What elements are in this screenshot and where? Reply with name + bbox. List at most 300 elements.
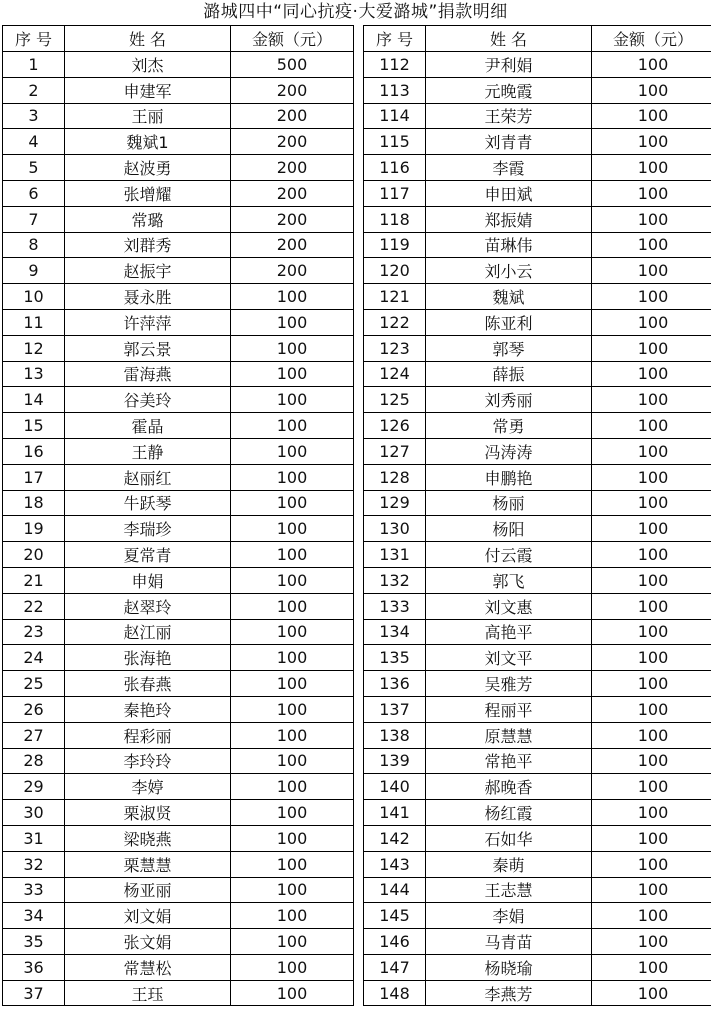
column-gap [354, 258, 364, 284]
row-amount-right: 100 [592, 800, 711, 826]
row-amount-left: 100 [231, 954, 354, 980]
table-row [3, 645, 711, 671]
column-gap [354, 232, 364, 258]
row-amount-right: 100 [592, 309, 711, 335]
row-no-right: 136 [364, 671, 426, 697]
row-no-left: 17 [3, 464, 65, 490]
row-no-left: 19 [3, 516, 65, 542]
row-no-right: 133 [364, 593, 426, 619]
row-name-right: 刘文平 [426, 645, 592, 671]
column-gap [354, 335, 364, 361]
row-no-right: 120 [364, 258, 426, 284]
row-no-left: 9 [3, 258, 65, 284]
column-gap [354, 980, 364, 1006]
table-row [3, 825, 711, 851]
row-amount-right: 100 [592, 413, 711, 439]
row-amount-left: 100 [231, 619, 354, 645]
row-amount-left: 100 [231, 284, 354, 310]
row-name-right: 程丽平 [426, 696, 592, 722]
row-name-left: 刘文娟 [65, 903, 231, 929]
row-no-right: 142 [364, 825, 426, 851]
row-name-left: 霍晶 [65, 413, 231, 439]
row-amount-right: 100 [592, 954, 711, 980]
row-no-left: 20 [3, 542, 65, 568]
row-name-left: 李瑞珍 [65, 516, 231, 542]
row-amount-left: 100 [231, 516, 354, 542]
row-name-left: 赵丽红 [65, 464, 231, 490]
row-amount-right: 100 [592, 980, 711, 1006]
row-amount-left: 100 [231, 361, 354, 387]
column-gap [354, 464, 364, 490]
column-gap [354, 800, 364, 826]
row-amount-left: 200 [231, 206, 354, 232]
row-no-right: 112 [364, 52, 426, 78]
row-no-right: 146 [364, 929, 426, 955]
row-name-right: 刘小云 [426, 258, 592, 284]
row-amount-right: 100 [592, 335, 711, 361]
row-no-left: 31 [3, 825, 65, 851]
row-no-right: 144 [364, 877, 426, 903]
row-name-right: 魏斌 [426, 284, 592, 310]
row-amount-left: 100 [231, 748, 354, 774]
row-amount-left: 200 [231, 180, 354, 206]
row-name-left: 张海艳 [65, 645, 231, 671]
row-no-right: 113 [364, 77, 426, 103]
row-no-left: 25 [3, 671, 65, 697]
row-no-right: 127 [364, 438, 426, 464]
row-name-left: 刘群秀 [65, 232, 231, 258]
row-no-left: 12 [3, 335, 65, 361]
row-amount-left: 100 [231, 645, 354, 671]
column-gap [354, 825, 364, 851]
row-name-left: 聂永胜 [65, 284, 231, 310]
row-no-right: 122 [364, 309, 426, 335]
row-name-right: 杨红霞 [426, 800, 592, 826]
row-no-right: 116 [364, 155, 426, 181]
table-row [3, 567, 711, 593]
row-amount-right: 100 [592, 180, 711, 206]
row-name-right: 申鹏艳 [426, 464, 592, 490]
row-amount-left: 100 [231, 542, 354, 568]
row-no-right: 134 [364, 619, 426, 645]
row-amount-right: 100 [592, 490, 711, 516]
row-amount-left: 100 [231, 335, 354, 361]
row-amount-right: 100 [592, 284, 711, 310]
row-name-right: 薛振 [426, 361, 592, 387]
column-gap [354, 929, 364, 955]
row-amount-left: 100 [231, 464, 354, 490]
row-no-left: 37 [3, 980, 65, 1006]
row-no-right: 114 [364, 103, 426, 129]
row-no-left: 16 [3, 438, 65, 464]
row-name-left: 申建军 [65, 77, 231, 103]
row-amount-right: 100 [592, 103, 711, 129]
table-row [3, 335, 711, 361]
table-row [3, 851, 711, 877]
row-name-left: 李婷 [65, 774, 231, 800]
row-name-right: 尹利娟 [426, 52, 592, 78]
column-gap [354, 129, 364, 155]
row-amount-right: 100 [592, 542, 711, 568]
table-row [3, 671, 711, 697]
row-name-left: 王静 [65, 438, 231, 464]
row-name-right: 郑振婧 [426, 206, 592, 232]
column-gap [354, 903, 364, 929]
row-amount-right: 100 [592, 232, 711, 258]
column-gap [354, 309, 364, 335]
header-amount-right: 金额（元） [592, 26, 711, 52]
column-gap [354, 77, 364, 103]
row-name-right: 杨丽 [426, 490, 592, 516]
row-name-left: 赵翠玲 [65, 593, 231, 619]
column-gap [354, 206, 364, 232]
row-amount-right: 100 [592, 722, 711, 748]
row-amount-left: 500 [231, 52, 354, 78]
row-no-left: 3 [3, 103, 65, 129]
row-no-left: 30 [3, 800, 65, 826]
row-name-left: 申娟 [65, 567, 231, 593]
column-gap [354, 774, 364, 800]
row-no-right: 119 [364, 232, 426, 258]
table-row [3, 980, 711, 1006]
column-gap [354, 542, 364, 568]
row-no-left: 5 [3, 155, 65, 181]
row-no-right: 128 [364, 464, 426, 490]
row-no-left: 34 [3, 903, 65, 929]
column-gap [354, 619, 364, 645]
row-no-left: 11 [3, 309, 65, 335]
row-amount-left: 200 [231, 232, 354, 258]
table-row [3, 206, 711, 232]
row-amount-left: 100 [231, 309, 354, 335]
row-name-right: 陈亚利 [426, 309, 592, 335]
table-row [3, 387, 711, 413]
row-no-right: 141 [364, 800, 426, 826]
row-name-right: 马青苗 [426, 929, 592, 955]
row-name-left: 郭云景 [65, 335, 231, 361]
row-no-left: 8 [3, 232, 65, 258]
row-amount-left: 100 [231, 438, 354, 464]
row-amount-right: 100 [592, 206, 711, 232]
row-no-left: 13 [3, 361, 65, 387]
row-no-left: 15 [3, 413, 65, 439]
row-amount-right: 100 [592, 903, 711, 929]
column-gap [354, 748, 364, 774]
row-amount-right: 100 [592, 774, 711, 800]
row-amount-left: 100 [231, 903, 354, 929]
row-amount-left: 100 [231, 696, 354, 722]
row-amount-left: 100 [231, 387, 354, 413]
row-name-left: 常慧松 [65, 954, 231, 980]
row-name-left: 雷海燕 [65, 361, 231, 387]
row-amount-right: 100 [592, 645, 711, 671]
table-row [3, 722, 711, 748]
row-no-left: 21 [3, 567, 65, 593]
row-no-right: 124 [364, 361, 426, 387]
row-name-right: 李霞 [426, 155, 592, 181]
row-amount-left: 200 [231, 77, 354, 103]
row-amount-right: 100 [592, 748, 711, 774]
row-amount-left: 200 [231, 129, 354, 155]
row-name-right: 杨晓瑜 [426, 954, 592, 980]
row-amount-left: 100 [231, 567, 354, 593]
header-row [3, 26, 711, 52]
row-name-left: 杨亚丽 [65, 877, 231, 903]
table-row [3, 258, 711, 284]
row-name-right: 王志慧 [426, 877, 592, 903]
row-no-left: 32 [3, 851, 65, 877]
row-name-left: 秦艳玲 [65, 696, 231, 722]
column-gap [354, 516, 364, 542]
row-name-right: 李娟 [426, 903, 592, 929]
row-amount-right: 100 [592, 825, 711, 851]
row-amount-right: 100 [592, 929, 711, 955]
row-name-left: 梁晓燕 [65, 825, 231, 851]
row-no-right: 117 [364, 180, 426, 206]
table-row [3, 748, 711, 774]
table-row [3, 903, 711, 929]
row-name-left: 张增耀 [65, 180, 231, 206]
column-gap [354, 490, 364, 516]
row-name-left: 张文娟 [65, 929, 231, 955]
table-row [3, 593, 711, 619]
row-amount-left: 100 [231, 851, 354, 877]
row-no-left: 23 [3, 619, 65, 645]
row-amount-right: 100 [592, 438, 711, 464]
row-amount-right: 100 [592, 567, 711, 593]
row-no-left: 7 [3, 206, 65, 232]
header-no-left: 序 号 [3, 26, 65, 52]
row-name-right: 郭飞 [426, 567, 592, 593]
table-row [3, 155, 711, 181]
row-name-left: 常璐 [65, 206, 231, 232]
row-name-right: 郭琴 [426, 335, 592, 361]
row-amount-right: 100 [592, 52, 711, 78]
column-gap [354, 722, 364, 748]
row-amount-left: 100 [231, 877, 354, 903]
row-name-right: 元晚霞 [426, 77, 592, 103]
row-no-left: 28 [3, 748, 65, 774]
row-name-left: 王丽 [65, 103, 231, 129]
row-amount-right: 100 [592, 77, 711, 103]
row-no-left: 2 [3, 77, 65, 103]
row-name-left: 栗慧慧 [65, 851, 231, 877]
row-name-right: 刘文惠 [426, 593, 592, 619]
row-amount-left: 100 [231, 490, 354, 516]
row-no-left: 29 [3, 774, 65, 800]
column-gap [354, 671, 364, 697]
row-no-right: 132 [364, 567, 426, 593]
row-no-right: 115 [364, 129, 426, 155]
row-no-right: 145 [364, 903, 426, 929]
row-name-right: 王荣芳 [426, 103, 592, 129]
row-no-right: 121 [364, 284, 426, 310]
column-gap [354, 284, 364, 310]
row-amount-right: 100 [592, 696, 711, 722]
row-amount-right: 100 [592, 129, 711, 155]
row-no-left: 1 [3, 52, 65, 78]
column-gap [354, 361, 364, 387]
row-name-left: 许萍萍 [65, 309, 231, 335]
column-gap [354, 851, 364, 877]
row-name-right: 刘秀丽 [426, 387, 592, 413]
row-amount-left: 100 [231, 774, 354, 800]
row-no-left: 14 [3, 387, 65, 413]
donation-table [2, 25, 711, 1006]
row-amount-right: 100 [592, 593, 711, 619]
row-amount-right: 100 [592, 361, 711, 387]
table-row [3, 877, 711, 903]
row-amount-left: 200 [231, 155, 354, 181]
column-gap [354, 567, 364, 593]
row-no-right: 125 [364, 387, 426, 413]
column-gap [354, 954, 364, 980]
table-row [3, 438, 711, 464]
row-name-left: 赵江丽 [65, 619, 231, 645]
row-amount-left: 100 [231, 929, 354, 955]
row-no-left: 36 [3, 954, 65, 980]
row-no-left: 4 [3, 129, 65, 155]
row-name-left: 赵振宇 [65, 258, 231, 284]
row-no-right: 135 [364, 645, 426, 671]
row-amount-right: 100 [592, 671, 711, 697]
table-row [3, 619, 711, 645]
row-amount-left: 200 [231, 103, 354, 129]
table-row [3, 129, 711, 155]
row-name-left: 张春燕 [65, 671, 231, 697]
row-no-right: 139 [364, 748, 426, 774]
row-amount-right: 100 [592, 258, 711, 284]
column-gap [354, 877, 364, 903]
column-gap [354, 103, 364, 129]
row-name-left: 栗淑贤 [65, 800, 231, 826]
row-name-left: 王珏 [65, 980, 231, 1006]
row-amount-right: 100 [592, 464, 711, 490]
row-no-right: 123 [364, 335, 426, 361]
row-amount-left: 100 [231, 980, 354, 1006]
table-row [3, 929, 711, 955]
row-name-left: 程彩丽 [65, 722, 231, 748]
row-name-right: 刘青青 [426, 129, 592, 155]
row-name-right: 石如华 [426, 825, 592, 851]
row-name-left: 谷美玲 [65, 387, 231, 413]
row-no-right: 126 [364, 413, 426, 439]
row-amount-left: 100 [231, 825, 354, 851]
row-name-right: 高艳平 [426, 619, 592, 645]
row-no-right: 118 [364, 206, 426, 232]
row-amount-right: 100 [592, 387, 711, 413]
row-amount-left: 200 [231, 258, 354, 284]
row-no-left: 18 [3, 490, 65, 516]
header-name-right: 姓 名 [426, 26, 592, 52]
header-name-left: 姓 名 [65, 26, 231, 52]
row-no-right: 148 [364, 980, 426, 1006]
row-name-left: 李玲玲 [65, 748, 231, 774]
table-row [3, 542, 711, 568]
column-gap [354, 52, 364, 78]
row-name-right: 付云霞 [426, 542, 592, 568]
table-row [3, 774, 711, 800]
row-no-right: 131 [364, 542, 426, 568]
column-gap [354, 438, 364, 464]
header-amount-left: 金额（元） [231, 26, 354, 52]
table-row [3, 309, 711, 335]
row-amount-right: 100 [592, 619, 711, 645]
row-name-right: 李燕芳 [426, 980, 592, 1006]
row-name-right: 常勇 [426, 413, 592, 439]
row-no-right: 147 [364, 954, 426, 980]
table-row [3, 284, 711, 310]
column-gap [354, 645, 364, 671]
row-amount-left: 100 [231, 413, 354, 439]
column-gap [354, 26, 364, 52]
column-gap [354, 387, 364, 413]
row-amount-left: 100 [231, 722, 354, 748]
row-amount-right: 100 [592, 516, 711, 542]
row-name-left: 魏斌1 [65, 129, 231, 155]
row-name-right: 申田斌 [426, 180, 592, 206]
row-name-left: 刘杰 [65, 52, 231, 78]
column-gap [354, 180, 364, 206]
table-row [3, 490, 711, 516]
row-no-left: 26 [3, 696, 65, 722]
row-amount-right: 100 [592, 877, 711, 903]
sheet-title: 潞城四中“同心抗疫·大爱潞城”捐款明细 [203, 2, 508, 22]
row-no-left: 33 [3, 877, 65, 903]
row-name-right: 吴雅芳 [426, 671, 592, 697]
row-amount-left: 100 [231, 800, 354, 826]
table-row [3, 464, 711, 490]
row-name-right: 原慧慧 [426, 722, 592, 748]
column-gap [354, 155, 364, 181]
row-name-right: 苗琳伟 [426, 232, 592, 258]
row-name-right: 杨阳 [426, 516, 592, 542]
table-row [3, 232, 711, 258]
row-no-left: 24 [3, 645, 65, 671]
row-name-left: 赵波勇 [65, 155, 231, 181]
header-no-right: 序 号 [364, 26, 426, 52]
row-no-right: 130 [364, 516, 426, 542]
row-no-left: 10 [3, 284, 65, 310]
row-no-right: 140 [364, 774, 426, 800]
table-row [3, 696, 711, 722]
table-row [3, 954, 711, 980]
table-row [3, 800, 711, 826]
table-row [3, 413, 711, 439]
row-name-right: 常艳平 [426, 748, 592, 774]
table-row [3, 77, 711, 103]
column-gap [354, 593, 364, 619]
table-row [3, 52, 711, 78]
row-no-left: 35 [3, 929, 65, 955]
table-row [3, 180, 711, 206]
row-name-right: 秦萌 [426, 851, 592, 877]
row-amount-left: 100 [231, 593, 354, 619]
column-gap [354, 413, 364, 439]
row-name-left: 夏常青 [65, 542, 231, 568]
row-no-left: 22 [3, 593, 65, 619]
row-name-right: 郝晚香 [426, 774, 592, 800]
row-no-right: 137 [364, 696, 426, 722]
table-row [3, 516, 711, 542]
row-name-right: 冯涛涛 [426, 438, 592, 464]
row-name-left: 牛跃琴 [65, 490, 231, 516]
row-no-left: 6 [3, 180, 65, 206]
row-amount-right: 100 [592, 851, 711, 877]
table-row [3, 103, 711, 129]
row-amount-left: 100 [231, 671, 354, 697]
row-no-right: 138 [364, 722, 426, 748]
